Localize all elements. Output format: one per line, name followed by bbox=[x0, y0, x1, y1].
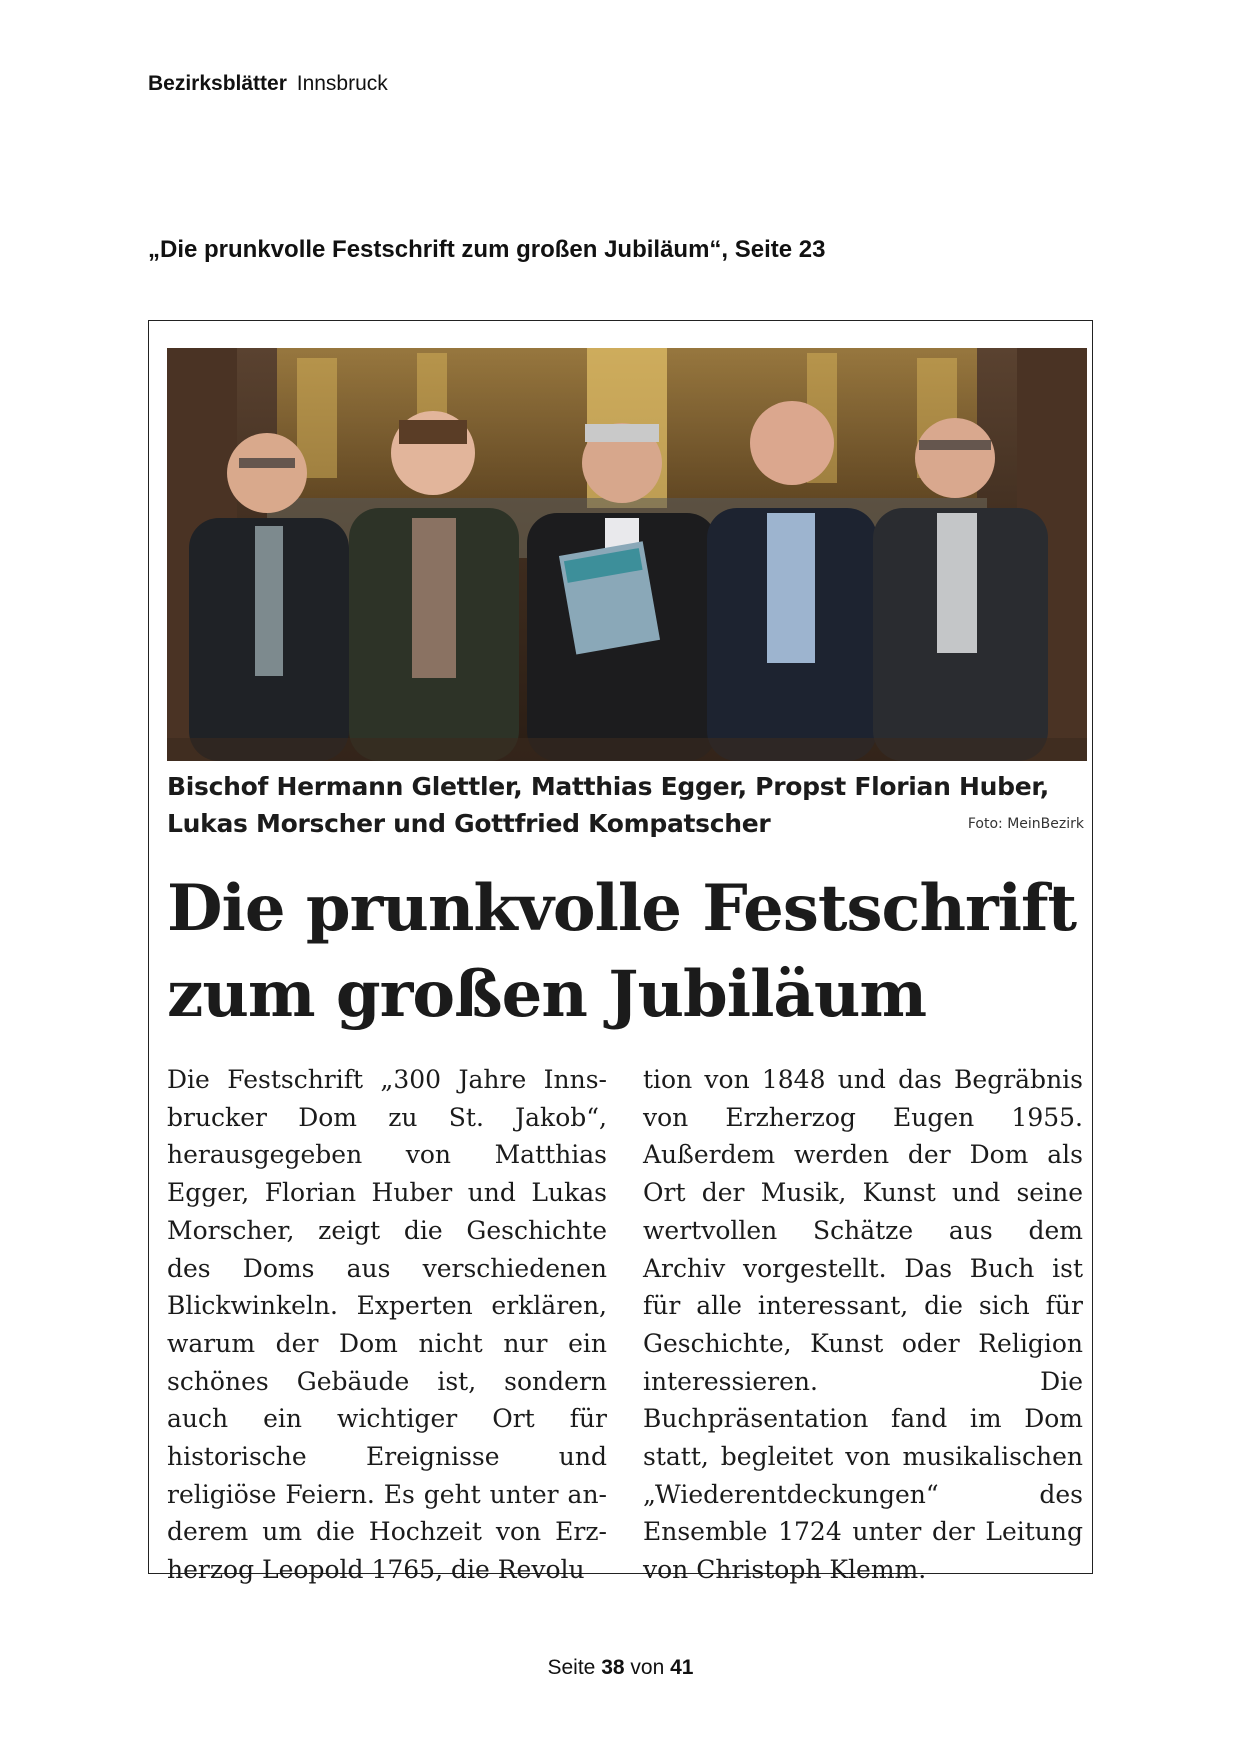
document-title: „Die prunkvolle Festschrift zum großen Jubiläum“, Seite 23 bbox=[148, 236, 826, 263]
newspaper-clipping bbox=[148, 320, 1093, 1585]
article-body-right-column: tion von 1848 und das Begräbnis von Erzherzog Eugen 1955. Außerdem werden der Dom als Ort der Musik, Kunst und seine wertvollen Schätze aus dem Archiv vorgestellt. Das Buch ist für alle interessant, die sich für Geschichte, Kunst oder Religion interessieren. Die Buchpräsentation fand im Dom statt, begleitet von musikalischen „Wiederentdeckungen“ des Ensemble 1724 unter der Leitung von Christoph Klemm. bbox=[643, 1065, 1083, 1585]
page-footer bbox=[0, 1656, 1241, 1680]
photo-caption: Bischof Hermann Glettler, Matthias Egger, Propst Florian Huber, Lukas Morscher und Gottfried Kompatscher bbox=[167, 772, 1049, 838]
publication-name: Bezirksblätter bbox=[148, 72, 287, 95]
article-body-left-column: Die Festschrift „300 Jahre Innsbrucker Dom zu St. Jakob“, herausgegeben von Matthias Egger, Florian Huber und Lukas Morscher, zeigt die Geschichte des Doms aus verschiedenen Blickwinkeln. Experten erklären, warum der Dom nicht nur ein schönes Gebäude ist, sondern auch ein wichtiger Ort für historische Ereignisse und religiöse Feiern. Es geht unter anderem um die Hochzeit von Erzherzog Leopold 1765, die Revolu bbox=[167, 1065, 607, 1585]
page-header bbox=[148, 72, 388, 96]
footer-separator: von bbox=[630, 1656, 665, 1679]
footer-page-number: 38 bbox=[601, 1656, 625, 1679]
publication-city: Innsbruck bbox=[296, 72, 388, 95]
group-photo-illustration bbox=[167, 348, 1087, 761]
footer-prefix: Seite bbox=[547, 1656, 596, 1679]
footer-total-pages: 41 bbox=[670, 1656, 694, 1679]
article-photo bbox=[167, 348, 1087, 761]
article-headline: Die prunkvolle Festschrift zum großen Jubiläum bbox=[167, 871, 1077, 1032]
photo-credit: Foto: MeinBezirk bbox=[967, 816, 1084, 832]
